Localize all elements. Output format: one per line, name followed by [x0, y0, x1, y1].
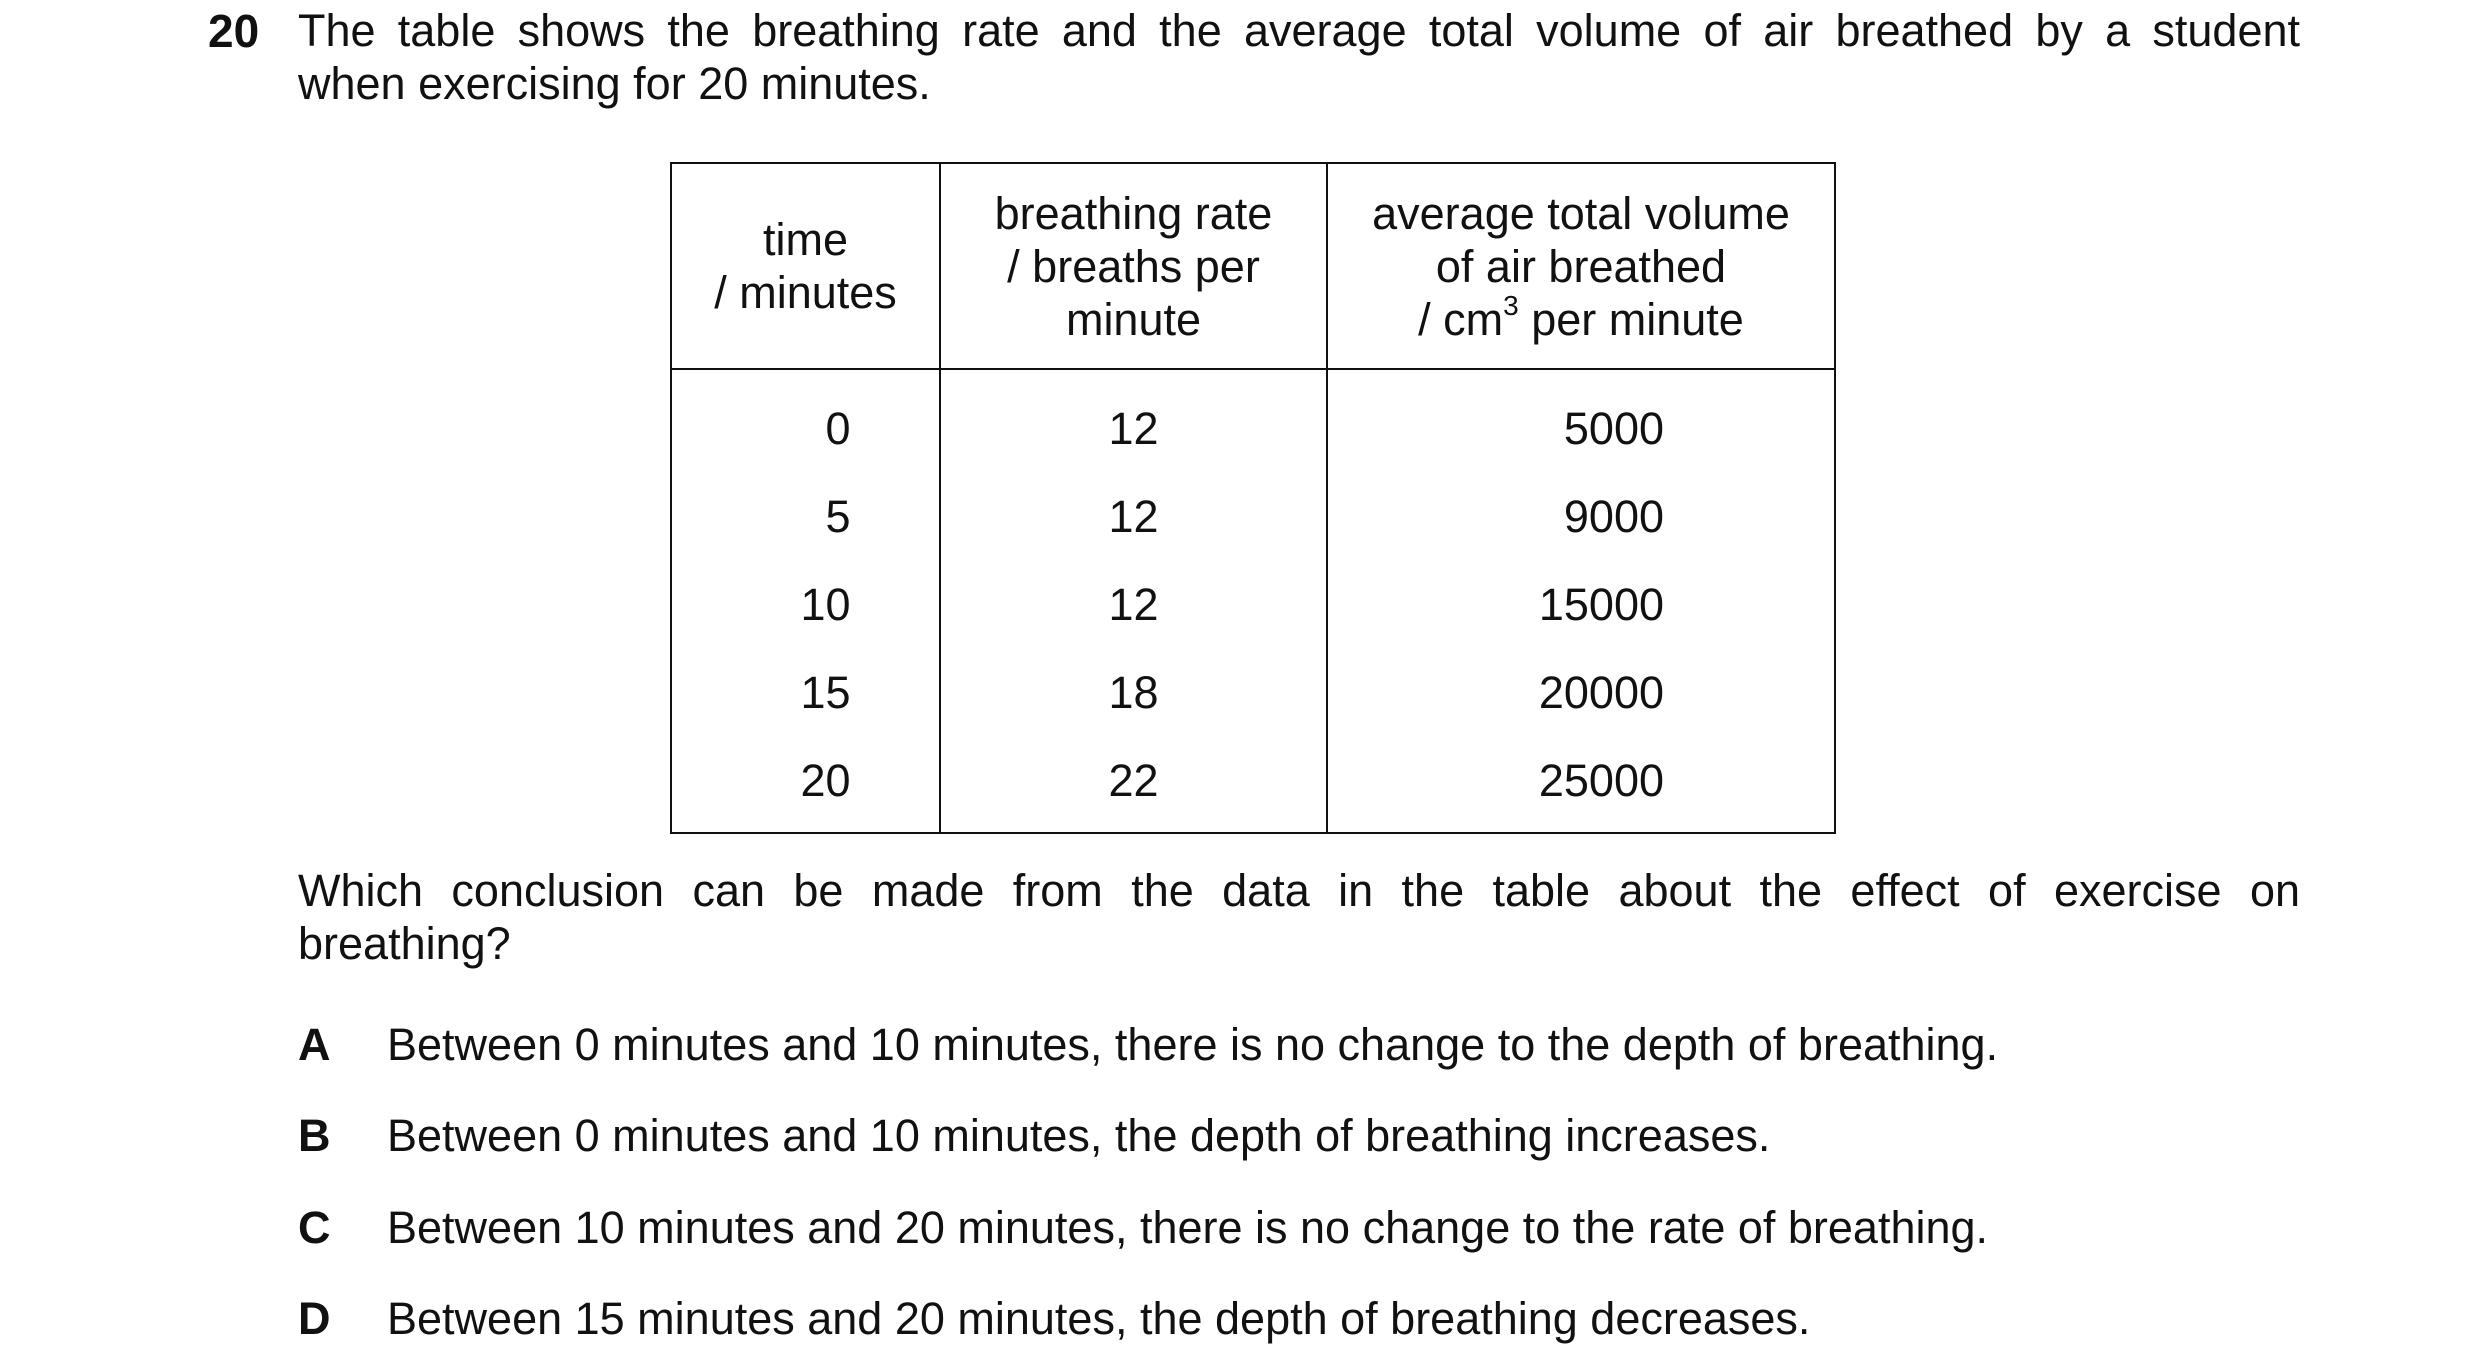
header-time-line-1: time [762, 214, 848, 265]
option-letter: B [298, 1110, 331, 1161]
volume-value: 5000 [1563, 402, 1664, 454]
option-letter: D [298, 1293, 331, 1344]
table-row [671, 369, 1835, 472]
prompt-line-2: breathing? [298, 918, 511, 969]
cell-time [671, 472, 940, 560]
header-volume-line-2: of air breathed [1435, 240, 1727, 292]
volume-value: 20000 [1538, 666, 1664, 718]
cell-volume [1327, 560, 1835, 648]
question-text-line-1: The table shows the breathing rate and the average total volume of air breathed by a student [298, 5, 2300, 56]
option-text: Between 15 minutes and 20 minutes, the depth of breathing decreases. [387, 1293, 1811, 1344]
time-value: 15 [800, 666, 851, 718]
cell-rate: 12 [940, 472, 1327, 560]
header-air-volume [1327, 163, 1835, 369]
cell-rate: 22 [940, 736, 1327, 833]
option-letter: C [298, 1202, 331, 1253]
cell-volume [1327, 648, 1835, 736]
cell-time [671, 648, 940, 736]
cell-time [671, 560, 940, 648]
time-value: 0 [825, 402, 851, 454]
cell-volume [1327, 472, 1835, 560]
table-header-row [671, 163, 1835, 369]
header-rate-line-2: / breaths per [1007, 240, 1260, 292]
prompt-line-1: Which conclusion can be made from the data in the table about the effect of exercise on [298, 865, 2300, 916]
unit-exponent: 3 [1503, 289, 1519, 321]
header-volume-line-3 [1328, 289, 1834, 346]
cell-volume [1327, 369, 1835, 472]
volume-value: 15000 [1538, 578, 1664, 630]
option-text: Between 10 minutes and 20 minutes, there is no change to the rate of breathing. [387, 1202, 1989, 1253]
option-letter: A [298, 1019, 331, 1070]
table-row [671, 648, 1835, 736]
table-row [671, 560, 1835, 648]
header-time-line-2: / minutes [714, 267, 897, 318]
question-text [298, 4, 2300, 110]
question-prompt [298, 864, 2300, 970]
volume-value: 9000 [1563, 490, 1664, 542]
question-text-line-2: when exercising for 20 minutes. [298, 58, 931, 109]
question-number: 20 [208, 5, 260, 57]
cell-rate: 12 [940, 369, 1327, 472]
option-text: Between 0 minutes and 10 minutes, the depth of breathing increases. [387, 1110, 1771, 1161]
header-breathing-rate [940, 163, 1327, 369]
cell-time [671, 369, 940, 472]
table-row [671, 736, 1835, 833]
unit-cm: / cm [1418, 293, 1504, 345]
option-text: Between 0 minutes and 10 minutes, there is no change to the depth of breathing. [387, 1019, 1999, 1070]
time-value: 5 [825, 490, 851, 542]
volume-value: 25000 [1538, 754, 1664, 806]
header-rate-line-1: breathing rate [994, 187, 1273, 239]
cell-volume [1327, 736, 1835, 833]
time-value: 10 [800, 578, 851, 630]
time-value: 20 [800, 754, 851, 806]
cell-time [671, 736, 940, 833]
header-volume-line-1: average total volume [1372, 187, 1790, 239]
unit-per-minute: per minute [1518, 293, 1744, 345]
header-time [671, 163, 940, 369]
table-row [671, 472, 1835, 560]
cell-rate: 12 [940, 560, 1327, 648]
breathing-data-table [670, 162, 1836, 834]
header-rate-line-3: minute [1065, 293, 1202, 345]
cell-rate: 18 [940, 648, 1327, 736]
